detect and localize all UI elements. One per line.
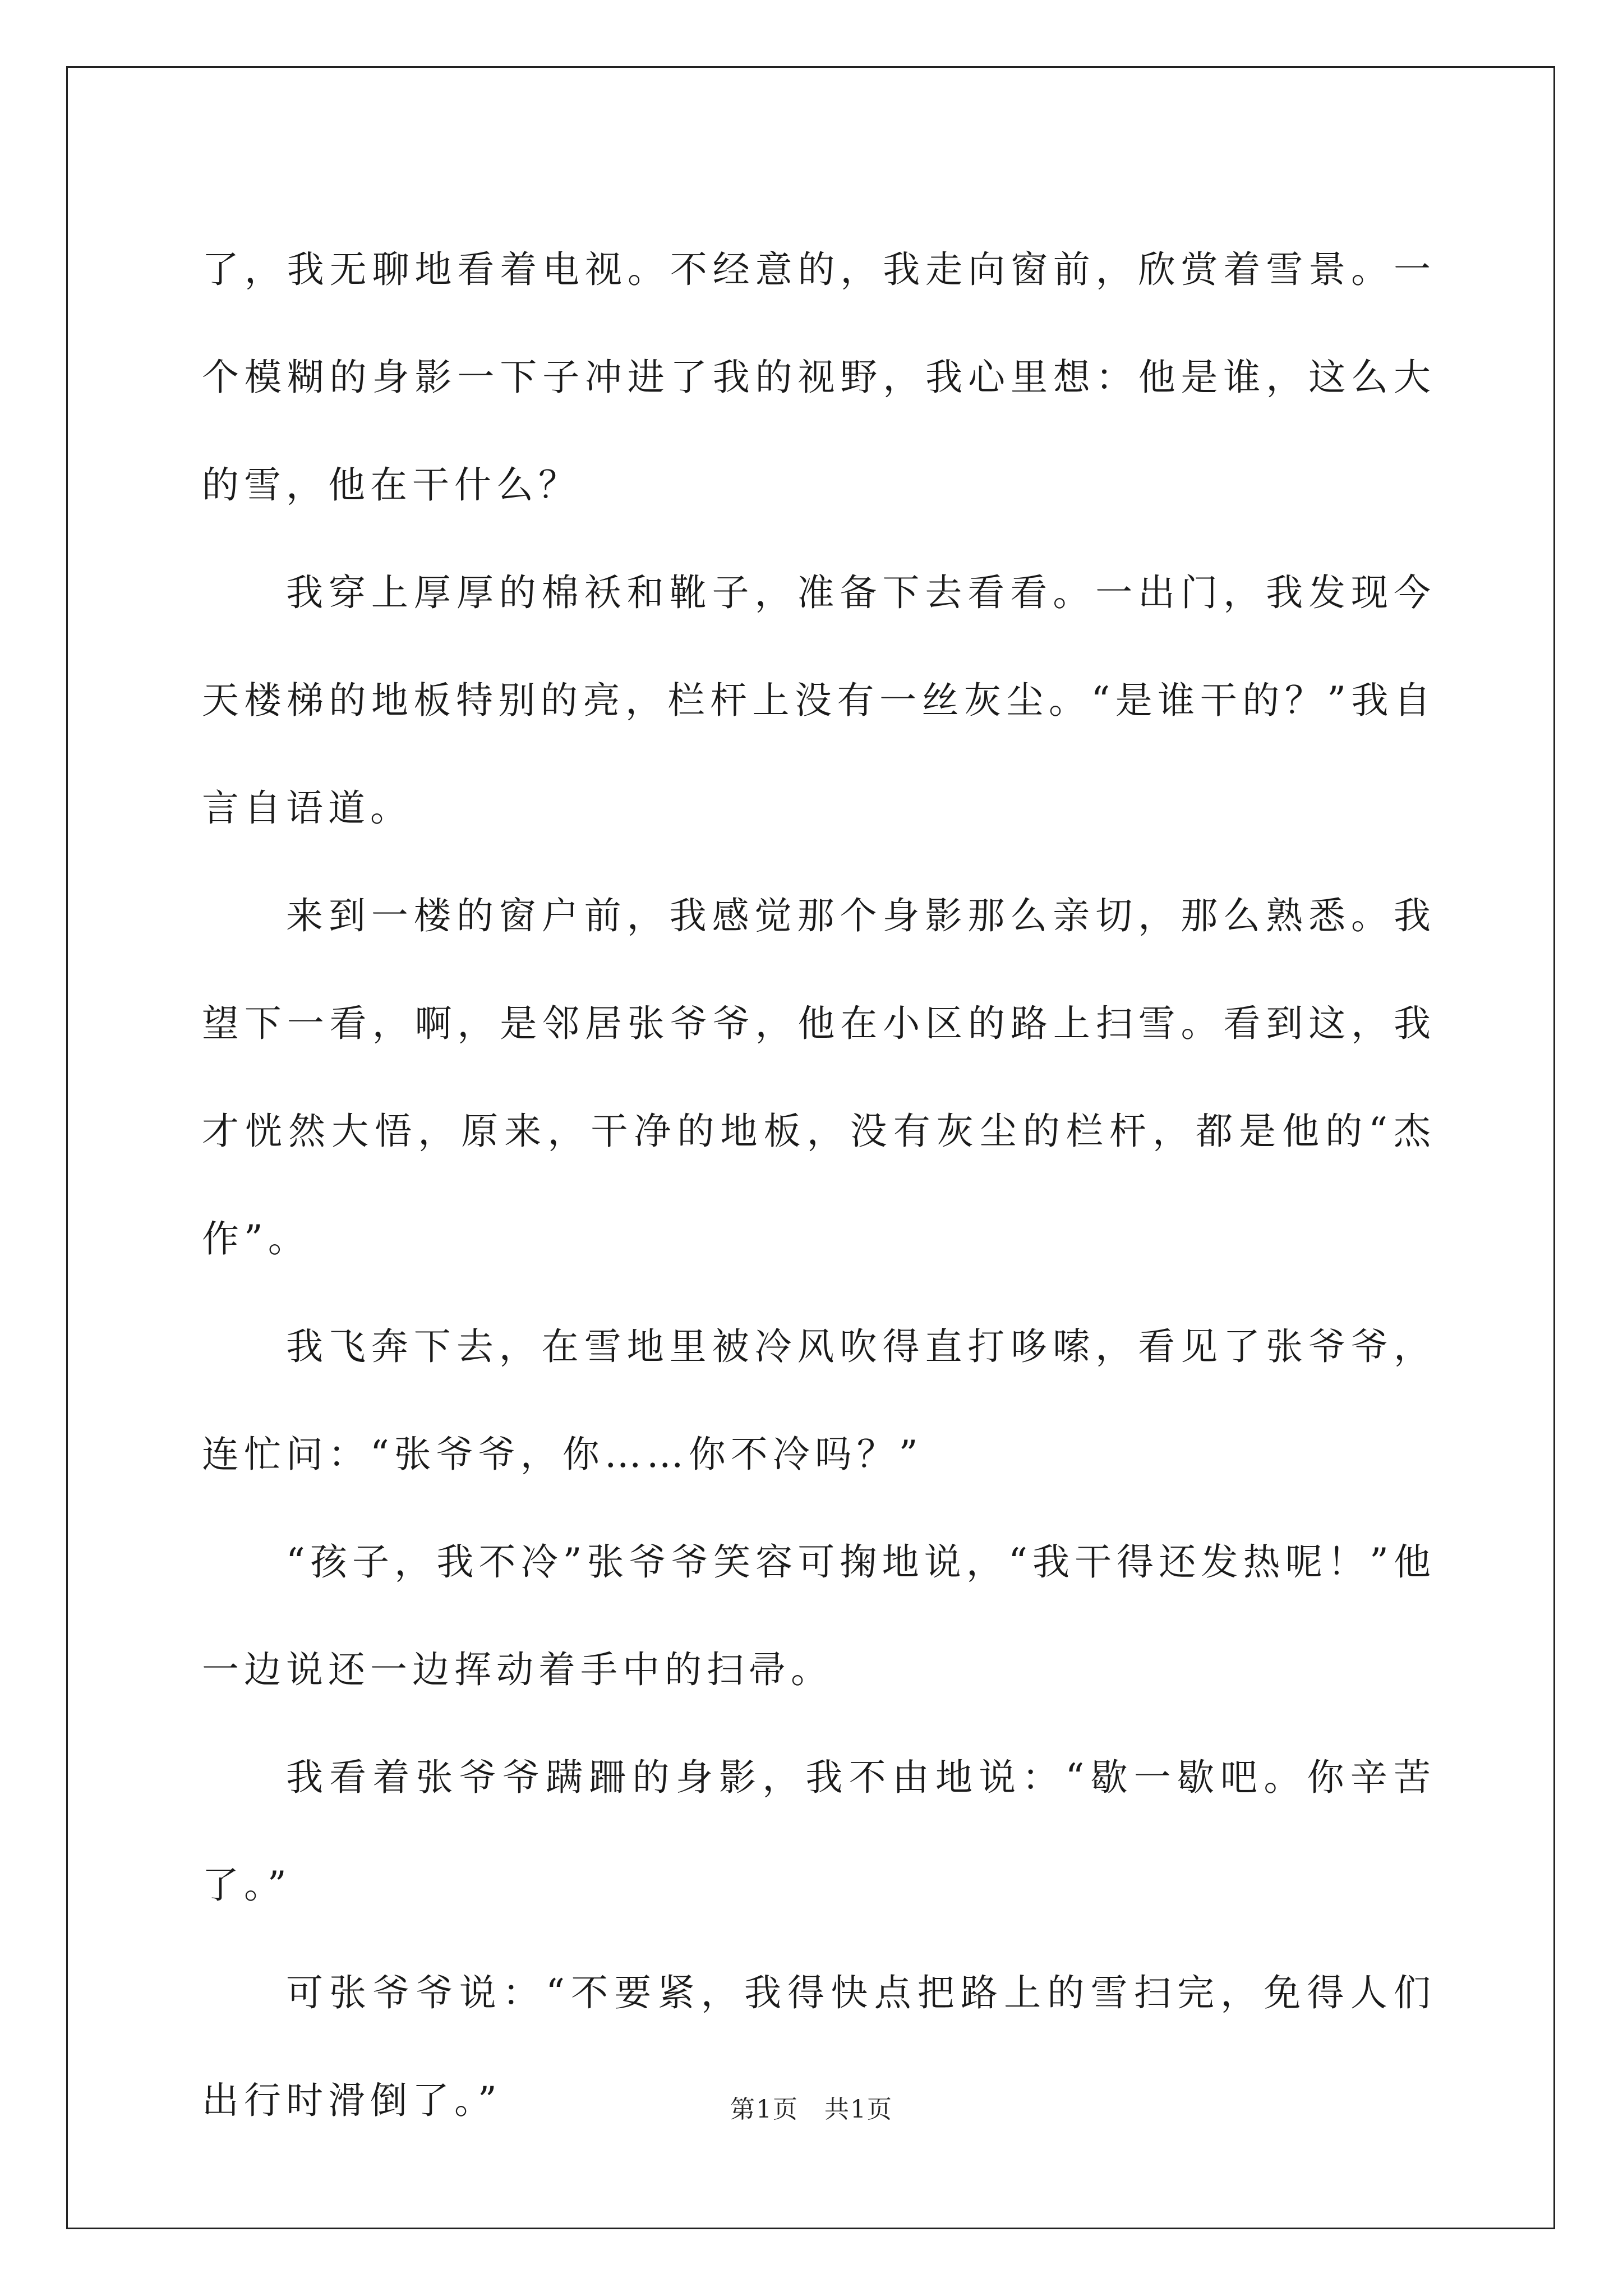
page-footer <box>0 2089 1623 2125</box>
paragraph-4: 我飞奔下去，在雪地里被冷风吹得直打哆嗦，看见了张爷爷，连忙问：“张爷爷，你……你不冷吗？” <box>202 1325 1436 1476</box>
paragraph-2: 我穿上厚厚的棉袄和靴子，准备下去看看。一出门，我发现今天楼梯的地板特别的亮，栏杆上没有一丝灰尘。“是谁干的？”我自言自语道。 <box>202 571 1436 830</box>
paragraph-1: 了，我无聊地看着电视。不经意的，我走向窗前，欣赏着雪景。一个模糊的身影一下子冲进了我的视野，我心里想：他是谁，这么大的雪，他在干什么？ <box>202 248 1436 507</box>
paragraph-7: 可张爷爷说：“不要紧，我得快点把路上的雪扫完，免得人们出行时滑倒了。” <box>202 1971 1436 2122</box>
paragraph-5: “孩子，我不冷”张爷爷笑容可掬地说，“我干得还发热呢！”他一边说还一边挥动着手中的扫帚。 <box>202 1540 1436 1691</box>
paragraph-3: 来到一楼的窗户前，我感觉那个身影那么亲切，那么熟悉。我望下一看，啊，是邻居张爷爷，他在小区的路上扫雪。看到这，我才恍然大悟，原来，干净的地板，没有灰尘的栏杆，都是他的“杰作”。 <box>202 894 1436 1260</box>
paragraph-6: 我看着张爷爷蹒跚的身影，我不由地说：“歇一歇吧。你辛苦了。” <box>202 1756 1436 1907</box>
page-total: 共1页 <box>824 2095 893 2124</box>
document-body <box>202 216 1436 2155</box>
page-number: 第1页 <box>730 2095 799 2124</box>
